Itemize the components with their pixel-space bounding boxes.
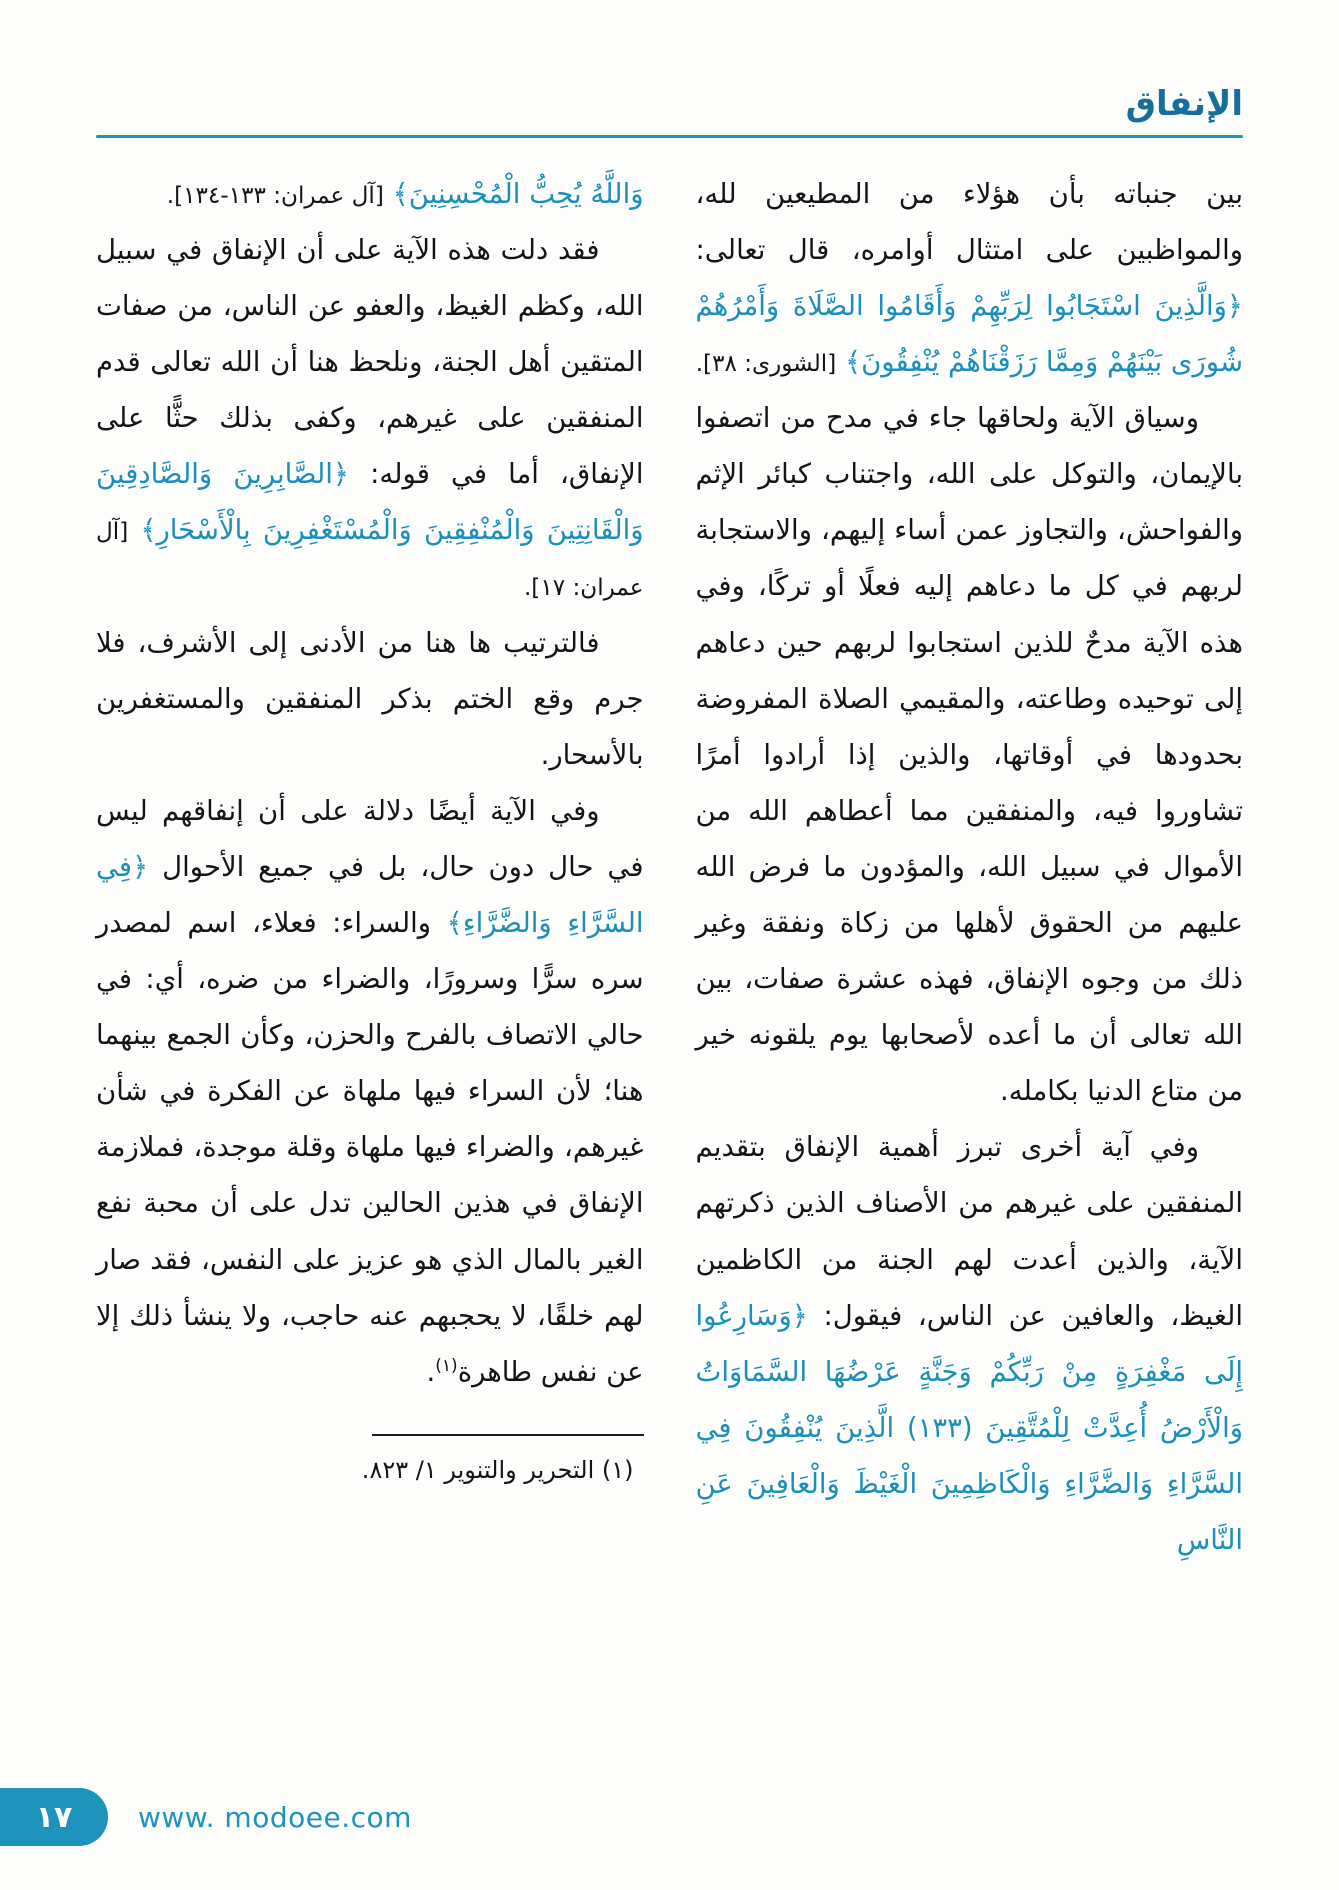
quran-verse: ﴿الصَّابِرِينَ وَالصَّادِقِينَ وَالْقَانِتِينَ وَالْمُنْفِقِينَ وَالْمُسْتَغْفِرِينَ بِالْأَسْحَارِ﴾ [96, 458, 644, 547]
header-divider [96, 135, 1243, 138]
paragraph [96, 222, 644, 615]
column-left-paragraphs [96, 166, 644, 1400]
quran-verse: ﴿فِي السَّرَّاءِ وَالضَّرَّاءِ﴾ [96, 850, 644, 940]
quran-verse: ﴿وَالَّذِينَ اسْتَجَابُوا لِرَبِّهِمْ وَأَقَامُوا الصَّلَاةَ وَأَمْرُهُمْ شُورَى بَيْنَهُمْ وَمِمَّا رَزَقْنَاهُمْ يُنْفِقُونَ﴾ [695, 289, 1243, 379]
verse-reference: [آل عمران: ١٣٣-١٣٤]. [166, 182, 384, 209]
body-text: فقد دلت هذه الآية على أن الإنفاق في سبيل الله، وكظم الغيظ، والعفو عن الناس، من صفات المتقين أهل الجنة، ونلحظ هنا أن الله تعالى قدم المنفقين على غيرهم، وكفى بذلك حثًّا على الإنفاق، أما في قوله: [96, 233, 644, 491]
paragraph [96, 783, 644, 1400]
paragraph [96, 615, 644, 783]
body-text: فالترتيب ها هنا من الأدنى إلى الأشرف، فلا جرم وقع الختم بذكر المنفقين والمستغفرين بالأسحار. [96, 626, 644, 771]
body-text: والسراء: فعلاء، اسم لمصدر سره سرًّا وسرورًا، والضراء من ضره، أي: في حالي الاتصاف بالفرح والحزن، وكأن الجمع بينهما هنا؛ لأن السراء فيها ملهاة عن الفكرة في شأن غيرهم، والضراء فيها ملهاة وقلة موجدة، فملازمة الإنفاق في هذين الحالين تدل على أن محبة نفع الغير بالمال الذي هو عزيز على النفس، فقد صار لهم خلقًا، لا يحجبهم عنه حاجب، ولا ينشأ ذلك إلا عن نفس طاهرة [96, 907, 644, 1388]
footnote-marker: (١) [435, 1355, 458, 1376]
paragraph [96, 166, 644, 222]
page-number-badge [0, 1788, 108, 1846]
column-left [96, 166, 644, 1568]
body-text: وفي آية أخرى تبرز أهمية الإنفاق بتقديم المنفقين على غيرهم من الأصناف الذين ذكرتهم الآية، والذين أعدت لهم الجنة من الكاظمين الغيظ، والعافين عن الناس، فيقول: [695, 1131, 1243, 1332]
body-text: بين جنباته بأن هؤلاء من المطيعين لله، والمواظبين على امتثال أوامره، قال تعالى: [695, 177, 1243, 266]
body-text: وفي الآية أيضًا دلالة على أن إنفاقهم ليس في حال دون حال، بل في جميع الأحوال [96, 794, 644, 883]
verse-reference: [الشورى: ٣٨]. [695, 351, 837, 378]
chapter-title: الإنفاق [1125, 84, 1243, 124]
website-text: www. modoee.com [138, 1800, 412, 1834]
quran-verse: ﴿وَسَارِعُوا إِلَى مَغْفِرَةٍ مِنْ رَبِّكُمْ وَجَنَّةٍ عَرْضُهَا السَّمَاوَاتُ وَالْأَرْضُ أُعِدَّتْ لِلْمُتَّقِينَ (١٣٣) الَّذِينَ يُنْفِقُونَ فِي السَّرَّاءِ وَالضَّرَّاءِ وَالْكَاظِمِينَ الْغَيْظَ وَالْعَافِينَ عَنِ النَّاسِ [695, 1299, 1243, 1557]
quran-verse: وَاللَّهُ يُحِبُّ الْمُحْسِنِينَ﴾ [383, 177, 644, 210]
body-text: وسياق الآية ولحاقها جاء في مدح من اتصفوا بالإيمان، والتوكل على الله، واجتناب كبائر الإثم والفواحش، والتجاوز عمن أساء إليهم، والاستجابة لربهم في كل ما دعاهم إليه فعلًا أو تركًا، وفي هذه الآية مدحٌ للذين استجابوا لربهم حين دعاهم إلى توحيده وطاعته، والمقيمي الصلاة المفروضة بحدودها في أوقاتها، والذين إذا أرادوا أمرًا تشاوروا فيه، والمنفقين مما أعطاهم الله من الأموال في سبيل الله، والمؤدون ما فرض الله عليهم من الحقوق لأهلها من زكاة ونفقة وغير ذلك من وجوه الإنفاق، فهذه عشرة صفات، بين الله تعالى أن ما أعده لأصحابها يوم يلقونه خير من متاع الدنيا بكامله. [695, 402, 1243, 1108]
body-text: . [426, 1355, 436, 1388]
page-number: ١٧ [35, 1799, 73, 1835]
footnote-divider [372, 1434, 644, 1436]
page-header [96, 84, 1243, 138]
page-footer [0, 1788, 412, 1846]
paragraph [696, 166, 1244, 390]
column-right [696, 166, 1244, 1568]
paragraph [696, 1119, 1244, 1568]
paragraph [696, 390, 1244, 1119]
footnote-text: (١) التحرير والتنوير ١/ ٨٢٣. [361, 1455, 634, 1484]
verse-reference: [آل عمران: ١٧]. [96, 519, 644, 602]
text-columns [96, 166, 1243, 1568]
footnote-block [96, 1434, 644, 1491]
